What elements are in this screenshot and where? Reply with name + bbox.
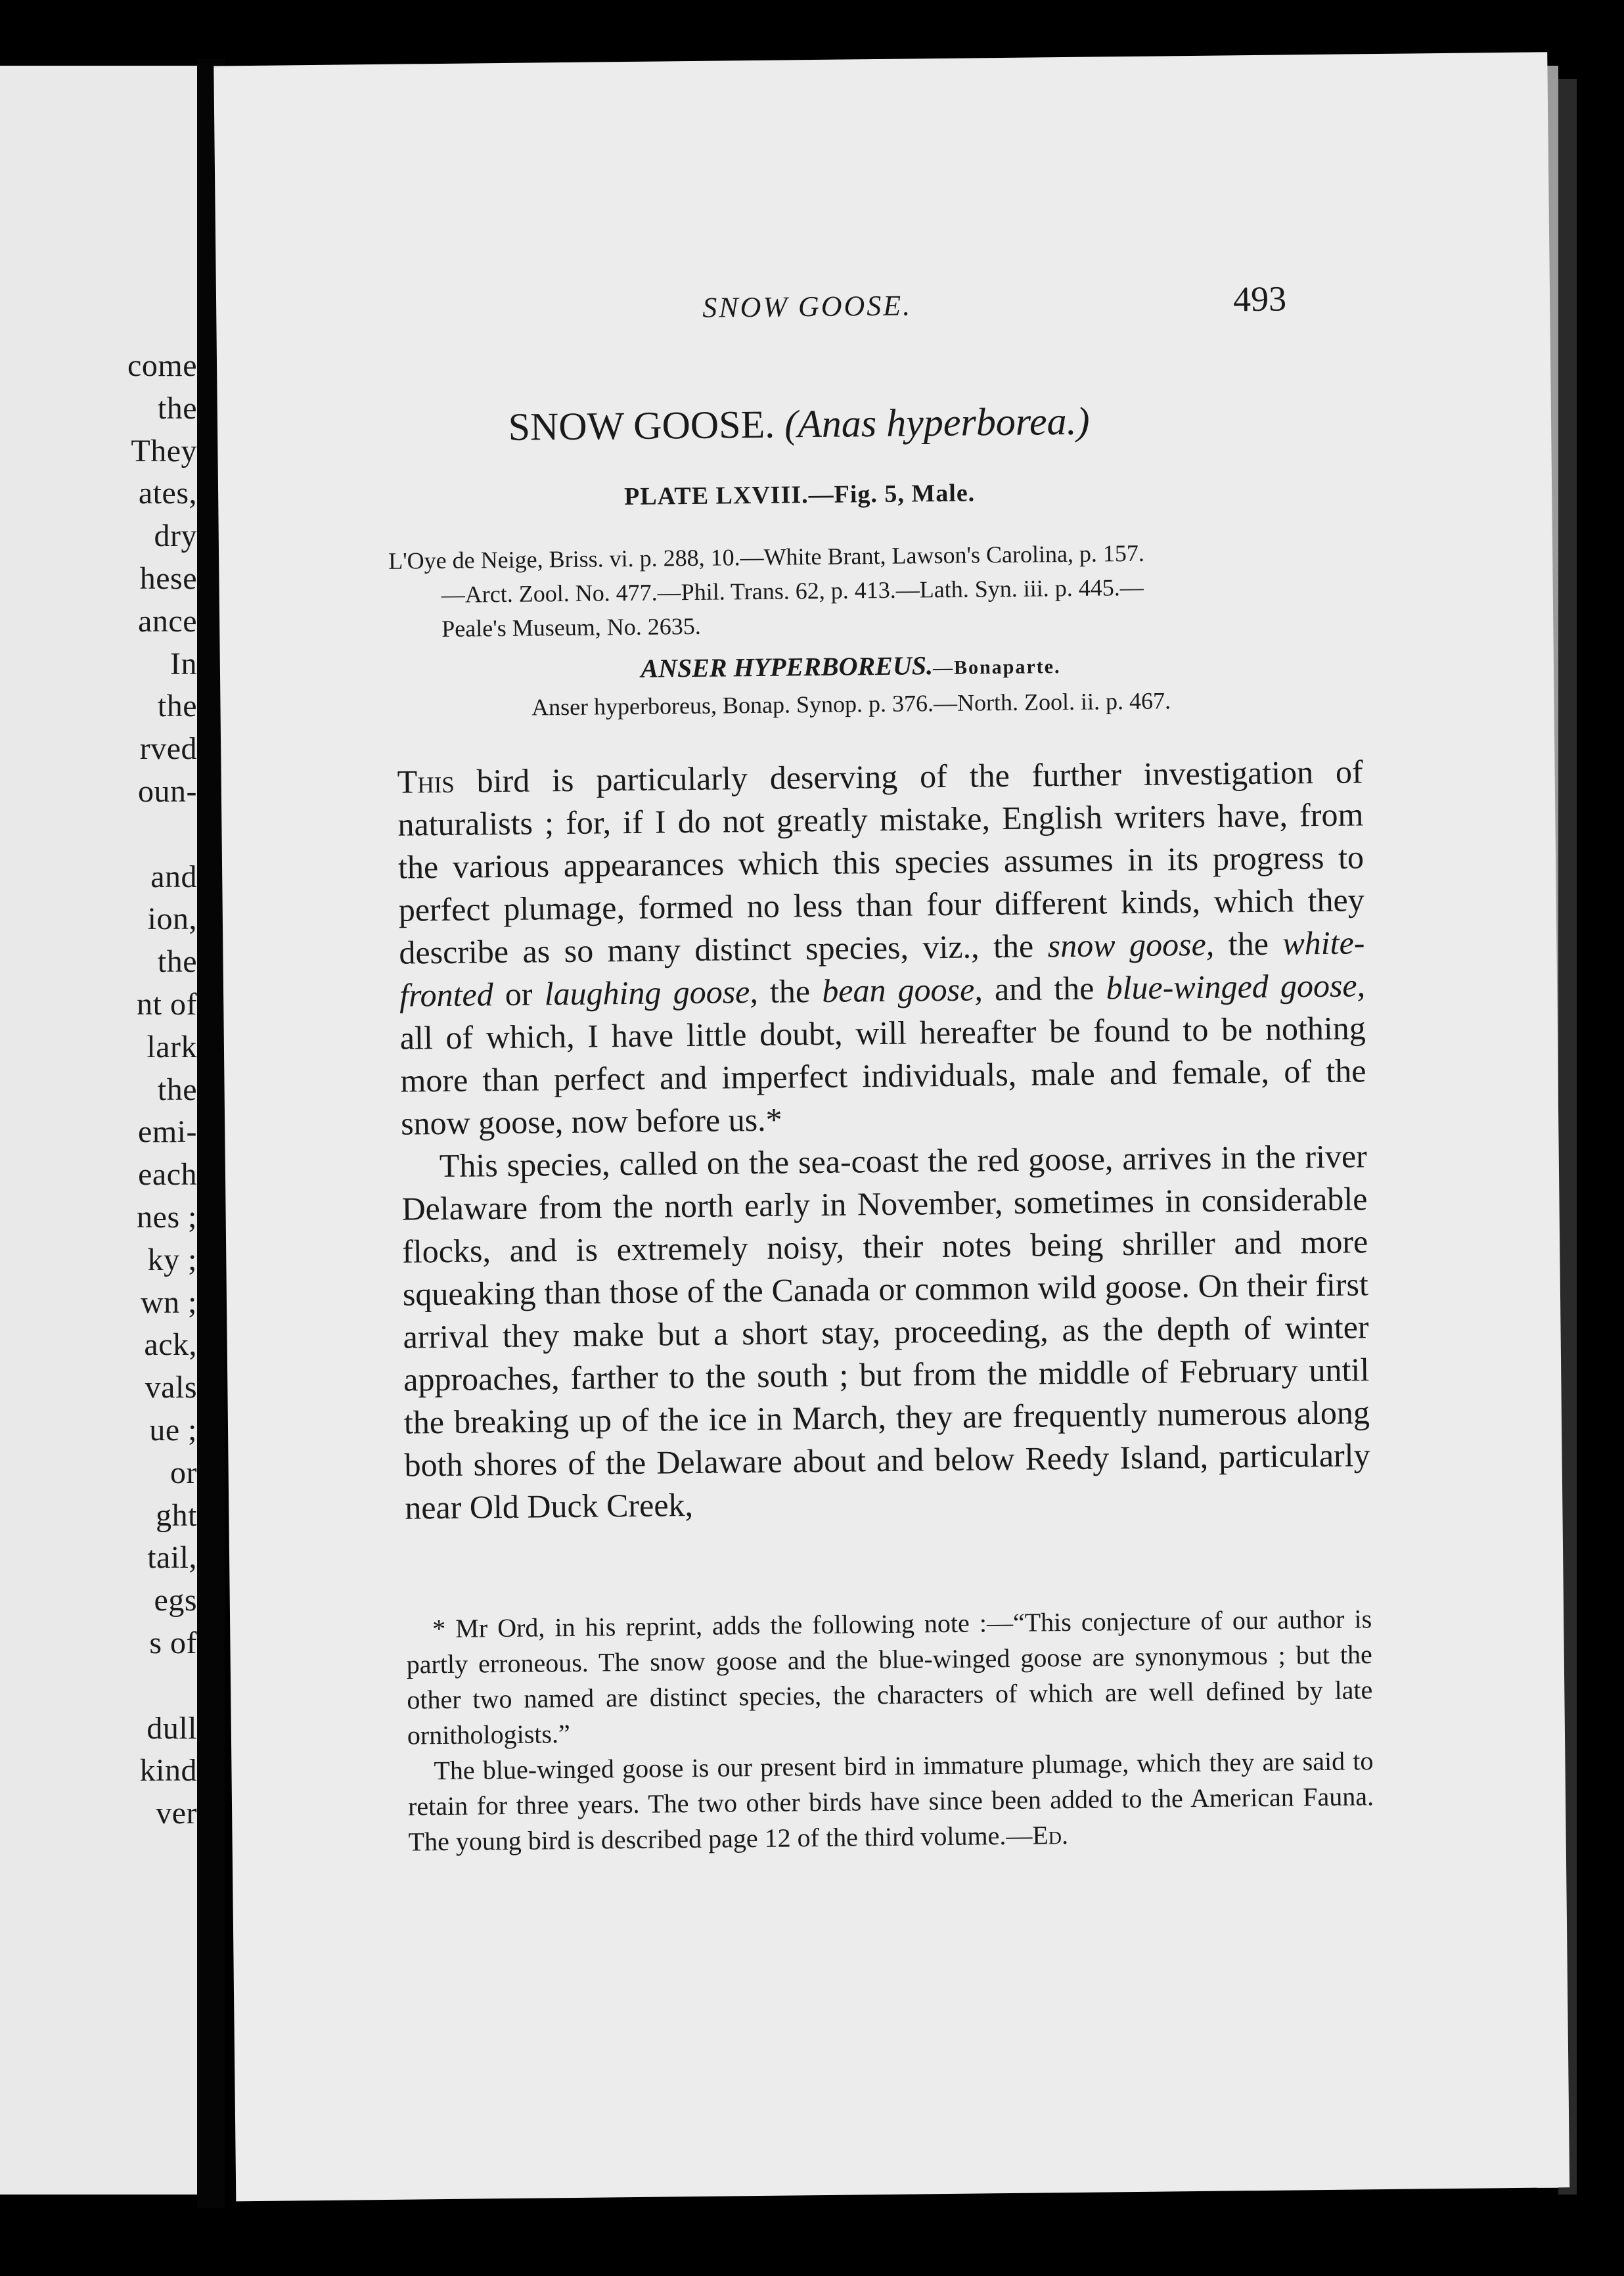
text-run: bird is particularly deserving of the further investigation of naturalists ; for, if I do not greatly mistake, English writers have, from the various appearances which this species assumes in its progress to perfect plumage, formed no less than four different kinds, which they describe as so many distinct species, viz., the bbox=[397, 753, 1365, 971]
page-number: 493 bbox=[1232, 279, 1287, 319]
left-line-fragment bbox=[0, 1665, 197, 1708]
left-line-fragment: come bbox=[127, 348, 197, 383]
left-line-fragment: They bbox=[131, 433, 197, 468]
left-line-fragment: or bbox=[170, 1455, 197, 1490]
scientific-name: ANSER HYPERBOREUS. bbox=[641, 650, 934, 683]
left-line-fragment: hese bbox=[139, 560, 197, 596]
text-run: or bbox=[493, 975, 545, 1013]
left-line-fragment: ue ; bbox=[149, 1412, 197, 1447]
text-run: The blue-winged goose is our present bird in immature plumage, which they are said to retain for three years. The two other birds have since been added to the American Fauna. The young bird is described page 12 of the third volume.— bbox=[407, 1746, 1374, 1857]
species-name: blue-winged goose, bbox=[1106, 967, 1366, 1007]
body-text bbox=[397, 750, 1370, 1529]
left-line-fragment: ght bbox=[156, 1497, 197, 1533]
running-title: SNOW GOOSE. bbox=[702, 289, 913, 324]
left-line-fragment: vals bbox=[145, 1370, 197, 1405]
left-line-fragment: rved bbox=[139, 731, 197, 767]
plate-reference: PLATE LXVIII.—Fig. 5, Male. bbox=[623, 479, 976, 511]
left-line-fragment: tail, bbox=[147, 1540, 197, 1576]
scientific-authority: —Bonaparte. bbox=[932, 656, 1061, 679]
left-line-fragment: wn ; bbox=[141, 1285, 197, 1320]
left-line-fragment: ky ; bbox=[147, 1242, 197, 1277]
species-name: bean goose, bbox=[821, 970, 983, 1009]
editor-sign: Ed. bbox=[1032, 1820, 1069, 1850]
text-run: all of which, I have little doubt, will hereafter be found to be nothing more than perfect and imperfect individuals, male and female, of the snow goose, now before us.* bbox=[399, 1009, 1366, 1142]
left-line-fragment: In bbox=[170, 646, 197, 681]
synonymy-line: —Arct. Zool. No. 477.—Phil. Trans. 62, p. 413.—Lath. Syn. iii. p. 445.— bbox=[441, 574, 1144, 608]
left-line-fragment: the bbox=[157, 390, 197, 426]
text-run: the bbox=[1213, 924, 1283, 963]
left-line-fragment: nt of bbox=[137, 986, 197, 1022]
scientific-reference: Anser hyperboreus, Bonap. Synop. p. 376.—North. Zool. ii. p. 467. bbox=[531, 687, 1171, 721]
left-line-fragment: nes ; bbox=[137, 1199, 197, 1235]
scientific-heading bbox=[220, 645, 1403, 689]
title-common: SNOW GOOSE. bbox=[508, 402, 775, 449]
left-line-fragment: the bbox=[157, 1072, 197, 1107]
footnote-paragraph: * Mr Ord, in his reprint, adds the following note :—“This conjecture of our author is partly erroneous. The snow goose and the blue-winged goose are synonymous ; but the other two named are distinct species, the characters of which are well defined by late ornithologists.” bbox=[406, 1604, 1373, 1750]
article-title bbox=[217, 397, 1269, 453]
footnote-paragraph bbox=[407, 1743, 1374, 1859]
left-line-fragment: and bbox=[150, 859, 197, 894]
drop-word: This bbox=[397, 762, 455, 800]
left-line-fragment: ance bbox=[138, 603, 197, 639]
left-line-fragment: dry bbox=[154, 518, 197, 554]
left-line-fragment: dull bbox=[147, 1710, 197, 1746]
left-line-fragment: ates, bbox=[138, 476, 197, 511]
species-name: laughing goose, bbox=[544, 972, 759, 1013]
left-page-text bbox=[0, 345, 197, 1835]
left-line-fragment: lark bbox=[147, 1029, 197, 1064]
left-line-fragment: ack, bbox=[144, 1327, 197, 1363]
left-line-fragment: ion, bbox=[147, 901, 197, 937]
synonymy-line: L'Oye de Neige, Briss. vi. p. 288, 10.—White Brant, Lawson's Carolina, p. 157. bbox=[388, 539, 1145, 574]
left-line-fragment: ver bbox=[156, 1796, 197, 1831]
left-line-fragment: s of bbox=[149, 1625, 197, 1660]
left-line-fragment bbox=[0, 813, 197, 856]
left-line-fragment: the bbox=[157, 944, 197, 980]
synonymy bbox=[388, 534, 1401, 647]
paragraph: This species, called on the sea-coast the red goose, arrives in the river Delaware from the north early in November, sometimes in considerable flocks, and is extremely noisy, their notes being shriller and more squeaking than those of the Canada or common wild goose. On their first arrival they make but a short stay, proceeding, as the depth of winter approaches, farther to the south ; but from the middle of February until the breaking up of the ice in March, they are frequently numerous along both shores of the Delaware about and below Reedy Island, particularly near Old Duck Creek, bbox=[401, 1137, 1370, 1526]
paragraph bbox=[397, 750, 1366, 1145]
left-line-fragment: kind bbox=[139, 1753, 197, 1788]
synonymy-line: Peale's Museum, No. 2635. bbox=[441, 612, 701, 642]
left-line-fragment: the bbox=[157, 689, 197, 724]
left-line-fragment: oun- bbox=[138, 773, 197, 809]
text-run: the bbox=[757, 972, 823, 1010]
species-name: white-fronted bbox=[399, 924, 1365, 1014]
left-line-fragment: egs bbox=[154, 1583, 197, 1618]
footnote bbox=[406, 1601, 1374, 1859]
left-page bbox=[0, 66, 197, 2195]
text-run: and the bbox=[982, 969, 1106, 1008]
title-latin: (Anas hyperborea.) bbox=[784, 399, 1090, 446]
right-page bbox=[214, 52, 1569, 2201]
left-line-fragment: emi- bbox=[138, 1114, 197, 1150]
species-name: snow goose, bbox=[1047, 925, 1215, 965]
left-line-fragment: each bbox=[138, 1157, 197, 1193]
